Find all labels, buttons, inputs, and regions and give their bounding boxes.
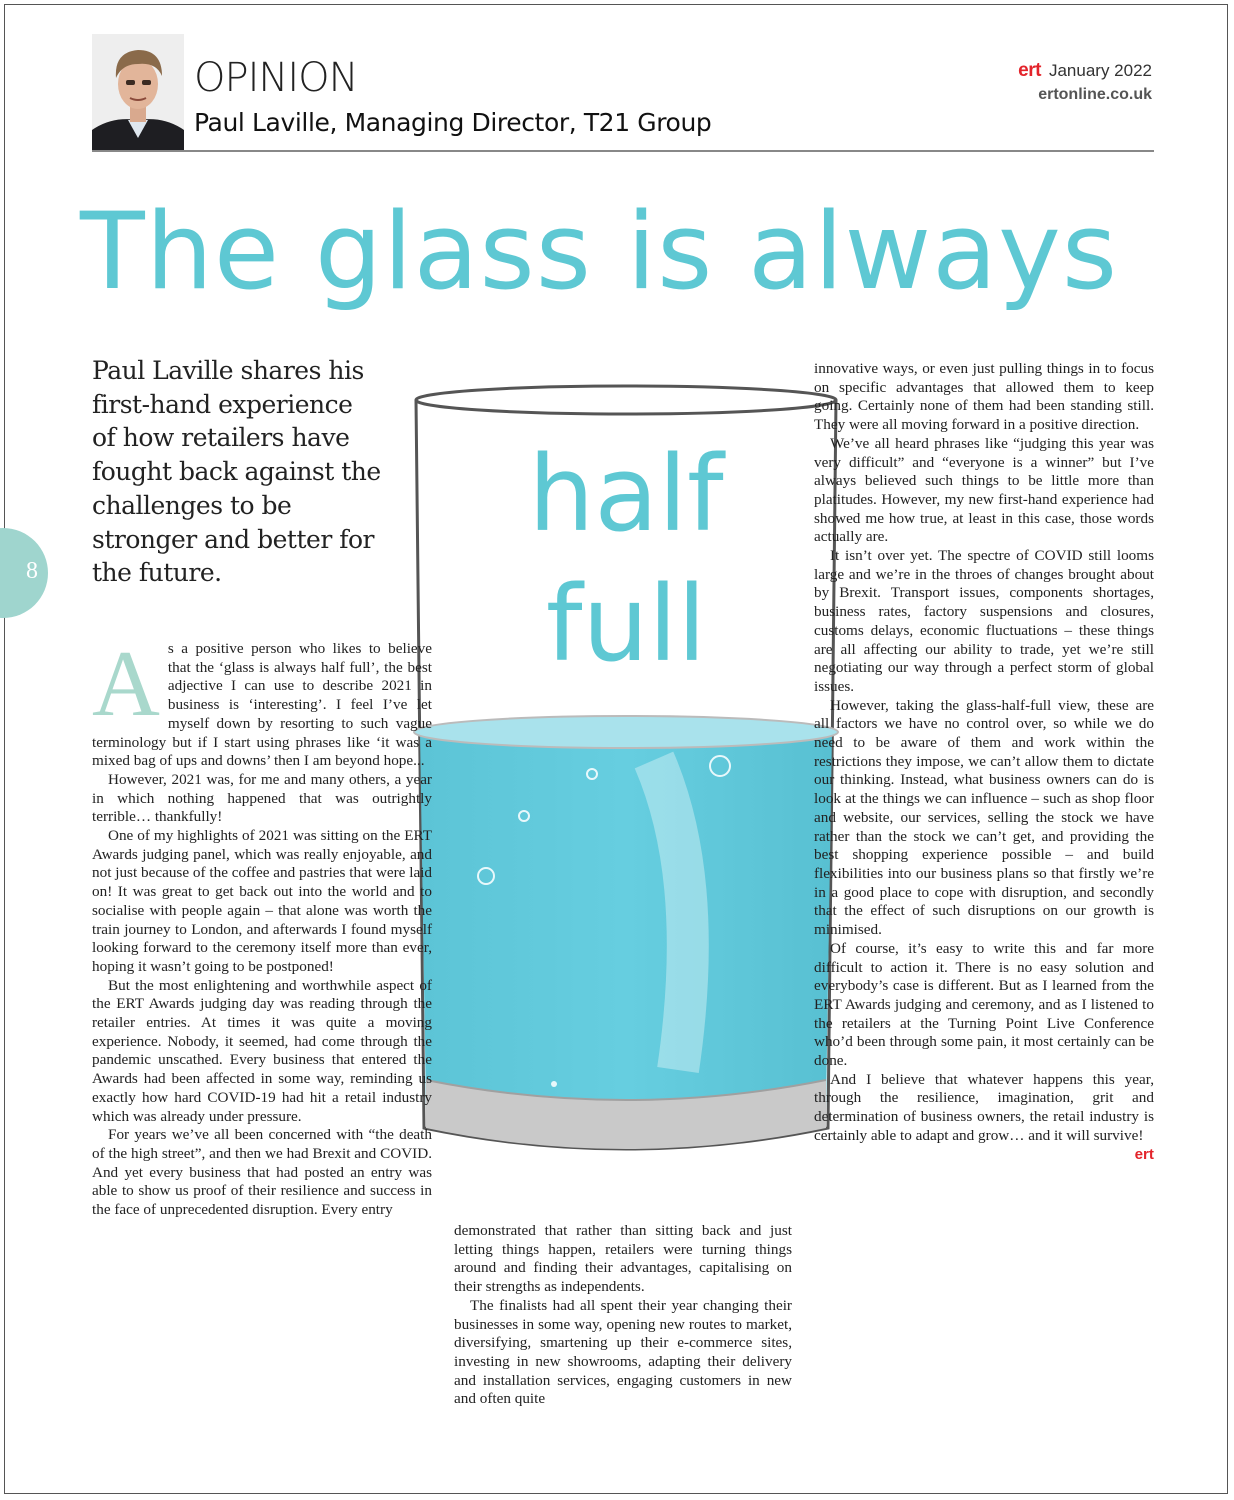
byline: Paul Laville, Managing Director, T21 Group: [194, 108, 712, 137]
article-column-1: [92, 632, 432, 1220]
headline: The glass is always: [80, 190, 1119, 313]
article-paragraph: For years we’ve all been concerned with “the death of the high street”, and then we had Brexit and COVID. And yet every business that had posted an entry was able to show us proof of their resilience and success in the face of unprecedented disruption. Every entry: [92, 1126, 432, 1219]
issue-info: [1018, 60, 1152, 108]
article-paragraph: Of course, it’s easy to write this and far more difficult to action it. There is no easy solution and everybody’s case is different. But as I learned from the ERT Awards judging and ceremony, and as I listened to the retailers at the Turning Point Live Conference who’d been through some pain, it most certainly can be done.: [814, 939, 1154, 1070]
article-paragraph: As a positive person who likes to believe that the ‘glass is always half full’, the best adjective I can use to describe 2021 in business is ‘interesting’. I feel I’ve let myself down by resorting to such vague terminology but if I start using phrases like ‘it was a mixed bag of ups and downs’ then I am beyond hope...: [92, 632, 432, 770]
author-photo: [92, 34, 184, 150]
bubble: [551, 1081, 557, 1087]
article-paragraph: innovative ways, or even just pulling things in to focus on specific advantages that allowed them to keep going. Certainly none of them had been standing still. They were all moving forward in a positive direction.: [814, 360, 1154, 434]
end-mark: ert: [1134, 1145, 1154, 1163]
standfirst: Paul Laville shares his first-hand experience of how retailers have fought back against the challenges to be stronger and better for the future.: [92, 356, 381, 588]
drop-cap: A: [92, 632, 160, 736]
brand-logo: ert: [1018, 60, 1041, 81]
article-paragraph: The finalists had all spent their year changing their businesses in some way, opening new routes to market, diversifying, smartening up their e-commerce sites, investing in new showrooms, adapting their delivery and installation services, engaging customers in new and often quite: [454, 1296, 792, 1408]
article-paragraph: demonstrated that rather than sitting back and just letting things happen, retailers were turning things around and finding their advantages, capitalising on their strengths as independents.: [454, 1222, 792, 1296]
article-paragraph: We’ve all heard phrases like “judging this year was very difficult” and “everyone is a winner” but I’ve always believed such things to be little more than platitudes. However, my new first-hand experience had showed me how true, at least in this case, those words actually are.: [814, 434, 1154, 546]
article-paragraph: It isn’t over yet. The spectre of COVID still looms large and we’re in the throes of changes brought about by Brexit. Transport issues, components shortages, business rates, factory suspensions and closures, customs delays, economic fluctuations – these things are all affecting our ability to trade, yet we’re still negotiating our way through a perfect storm of global issues.: [814, 547, 1154, 695]
article-paragraph: However, taking the glass-half-full view, these are all factors we have no control over, so while we do need to be aware of them and work within the restrictions they impose, we can’t allow them to dictate our thinking. Instead, what business owners can do is look at the things we can influence – such as shop floor and website, our services, selling the stock we have rather than the stock we can’t get, and providing the best shopping experience possible – and build flexibilities into our business plans so that firstly we’re in a good place to cope with disruption, and secondly that the effect of such disruptions on our growth is minimised.: [814, 696, 1154, 939]
article-paragraph: But the most enlightening and worthwhile aspect of the ERT Awards judging day was reading through the retailer entries. At times it was quite a moving experience. Nobody, it seemed, had come through the pandemic unscathed. Every business that entered the Awards had been affected in some way, reminding us exactly how hard COVID-19 had hit a retail industry which was already under pressure.: [92, 976, 432, 1125]
website: ertonline.co.uk: [1038, 86, 1152, 103]
issue-date: January 2022: [1048, 61, 1152, 80]
page-number: 8: [26, 558, 38, 584]
glass-word-half: half: [528, 433, 724, 555]
article-paragraph: One of my highlights of 2021 was sitting on the ERT Awards judging panel, which was really enjoyable, and not just because of the coffee and pastries that were laid on! It was great to get back out into the world and to socialise with people again – that alone was worth the train journey to London, and afterwards I found myself looking forward to the ceremony itself more than ever, hoping it wasn’t going to be postponed!: [92, 827, 432, 975]
glass-word-full: full: [545, 563, 707, 685]
article-paragraph: And I believe that whatever happens this year, through the resilience, imagination, grit and determination of business owners, the retail industry is certainly able to adapt and grow… and it will survive! ert: [814, 1070, 1154, 1163]
section-label: OPINION: [194, 55, 358, 101]
article-column-2: [454, 1222, 792, 1409]
header-rule: [92, 150, 1154, 152]
glass-illustration: [406, 380, 846, 1180]
article-paragraph: However, 2021 was, for me and many others, a year in which nothing happened that was outrightly terrible… thankfully!: [92, 770, 432, 826]
article-column-3: [814, 360, 1154, 1164]
